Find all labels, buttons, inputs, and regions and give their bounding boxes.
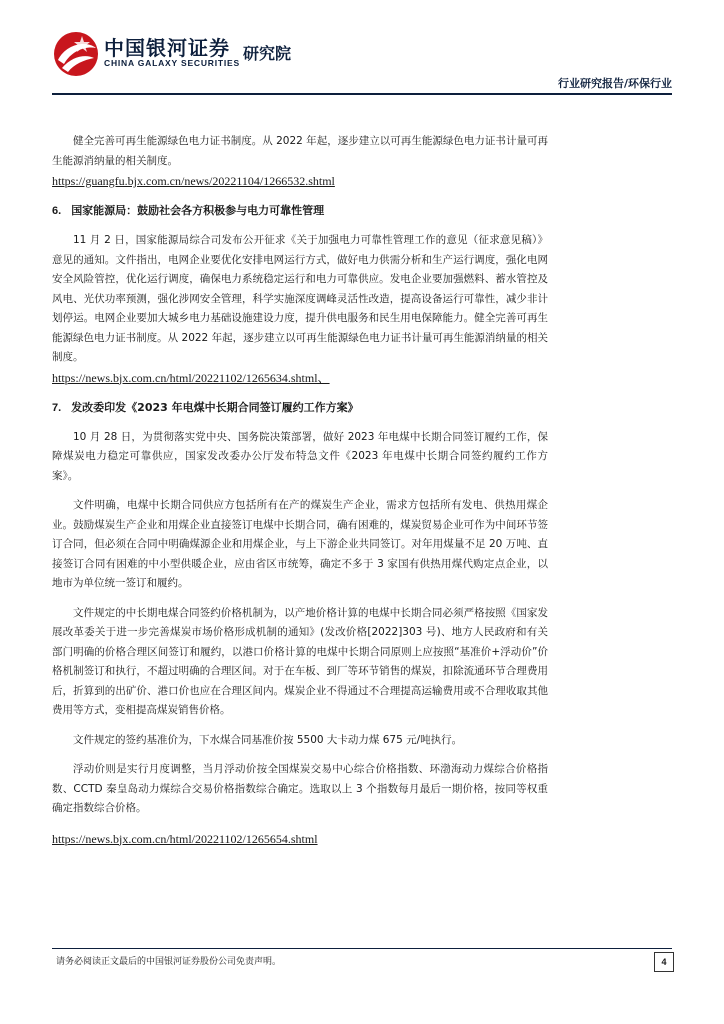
- main-content: [52, 132, 548, 849]
- paragraph-section-7d: 文件规定的签约基准价为，下水煤合同基准价按 5500 大卡动力煤 675 元/吨执行。: [73, 733, 463, 746]
- spacer: [52, 594, 548, 604]
- section-heading-7: [52, 398, 548, 418]
- logo-english-name: CHINA GALAXY SECURITIES: [104, 58, 240, 68]
- spacer: [52, 721, 548, 731]
- spacer: [52, 388, 548, 398]
- section-heading-6: [52, 201, 548, 221]
- paragraph-section-6: 11 月 2 日，国家能源局综合司发布公开征求《关于加强电力可靠性管理工作的意见（征求意见稿）》意见的通知。文件指出，电网企业要优化安排电网运行方式，做好电力供需分析和生产运行调度，强化电网安全风险管控，优化运行调度，确保电力系统稳定运行和电力可靠供应。发电企业要加强燃料、蓄水管控及风电、光伏功率预测，强化涉网安全管理，科学实施深度调峰灵活性改造，提高设备运行可靠性，减少非计划停运。电网企业要加大城乡电力基础设施建设力度，提升供电服务和民生用电保障能力。健全完善可再生能源绿色电力证书制度。从 2022 年起，逐步建立以可再生能源绿色电力证书计量可再生能源消纳量的相关制度。: [52, 234, 548, 363]
- paragraph-section-7e: 浮动价则是实行月度调整，当月浮动价按全国煤炭交易中心综合价格指数、环渤海动力煤综合价格指数、CCTD 秦皇岛动力煤综合交易价格指数综合确定。选取以上 3 个指数每月最后一期价格，按同等权重确定指数综合价格。: [52, 763, 548, 814]
- footer-divider: [52, 948, 672, 949]
- section-number: 7.: [52, 401, 62, 414]
- section-title: 国家能源局：鼓励社会各方积极参与电力可靠性管理: [71, 204, 325, 217]
- section-title: 发改委印发《2023 年电煤中长期合同签订履约工作方案》: [71, 400, 359, 414]
- source-link-1[interactable]: https://guangfu.bjx.com.cn/news/20221104/1266532.shtml: [52, 174, 335, 188]
- header-divider: [52, 93, 672, 95]
- page-number: 4: [654, 952, 674, 972]
- source-link-2[interactable]: https://news.bjx.com.cn/html/20221102/1265634.shtml、: [52, 370, 330, 385]
- paragraph-intro: 健全完善可再生能源绿色电力证书制度。从 2022 年起，逐步建立以可再生能源绿色电力证书计量可再生能源消纳量的相关制度。: [52, 135, 548, 167]
- spacer: [52, 418, 548, 428]
- logo-institute: 研究院: [243, 44, 292, 63]
- spacer: [52, 191, 548, 201]
- source-link-3[interactable]: https://news.bjx.com.cn/html/20221102/1265654.shtml: [52, 831, 318, 846]
- report-type: 行业研究报告/环保行业: [557, 77, 672, 90]
- spacer: [52, 750, 548, 760]
- section-number: 6.: [52, 205, 62, 217]
- spacer: [52, 819, 548, 829]
- spacer: [52, 221, 548, 231]
- paragraph-section-7b: 文件明确，电煤中长期合同供应方包括所有在产的煤炭生产企业，需求方包括所有发电、供热用煤企业。鼓励煤炭生产企业和用煤企业直接签订电煤中长期合同，确有困难的，煤炭贸易企业可作为中间环节签订合同，但必须在合同中明确煤源企业和用煤企业，与上下游企业共同签订。对年用煤量不足 20 万吨、直接签订合同有困难的中小型供暖企业，应由省区市统筹，确定不多于 3 家国有供热用煤代购定点企业，以地市为单位统一签订和履约。: [52, 499, 548, 589]
- spacer: [52, 486, 548, 496]
- paragraph-section-7c: 文件规定的中长期电煤合同签约价格机制为，以产地价格计算的电煤中长期合同必须严格按照《国家发展改革委关于进一步完善煤炭市场价格形成机制的通知》(发改价格[2022]303 号)、地方人民政府和有关部门明确的价格合理区间签订和履约，以港口价格计算的电煤中长期合同原则上应按照“基准价+浮动价”价格机制签订和执行，不超过明确的合理区间。对于在车板、到厂等环节销售的煤炭，扣除流通环节合理费用后，折算到的出矿价、港口价也应在合理区间内。煤炭企业不得通过不合理提高运输费用或不合理收取其他费用等方式，变相提高煤炭销售价格。: [52, 606, 548, 716]
- paragraph-section-7a: 10 月 28 日，为贯彻落实党中央、国务院决策部署，做好 2023 年电煤中长期合同签订履约工作，保障煤炭电力稳定可靠供应，国家发改委办公厅发布特急文件《2023 年电煤中长期合同签约履约工作方案》。: [52, 430, 548, 482]
- galaxy-logo-icon: [52, 30, 100, 78]
- page-header: [0, 0, 724, 95]
- footer-disclaimer: 请务必阅读正文最后的中国银河证券股份公司免责声明。: [56, 957, 282, 967]
- logo-chinese-name: 中国银河证券: [104, 36, 230, 60]
